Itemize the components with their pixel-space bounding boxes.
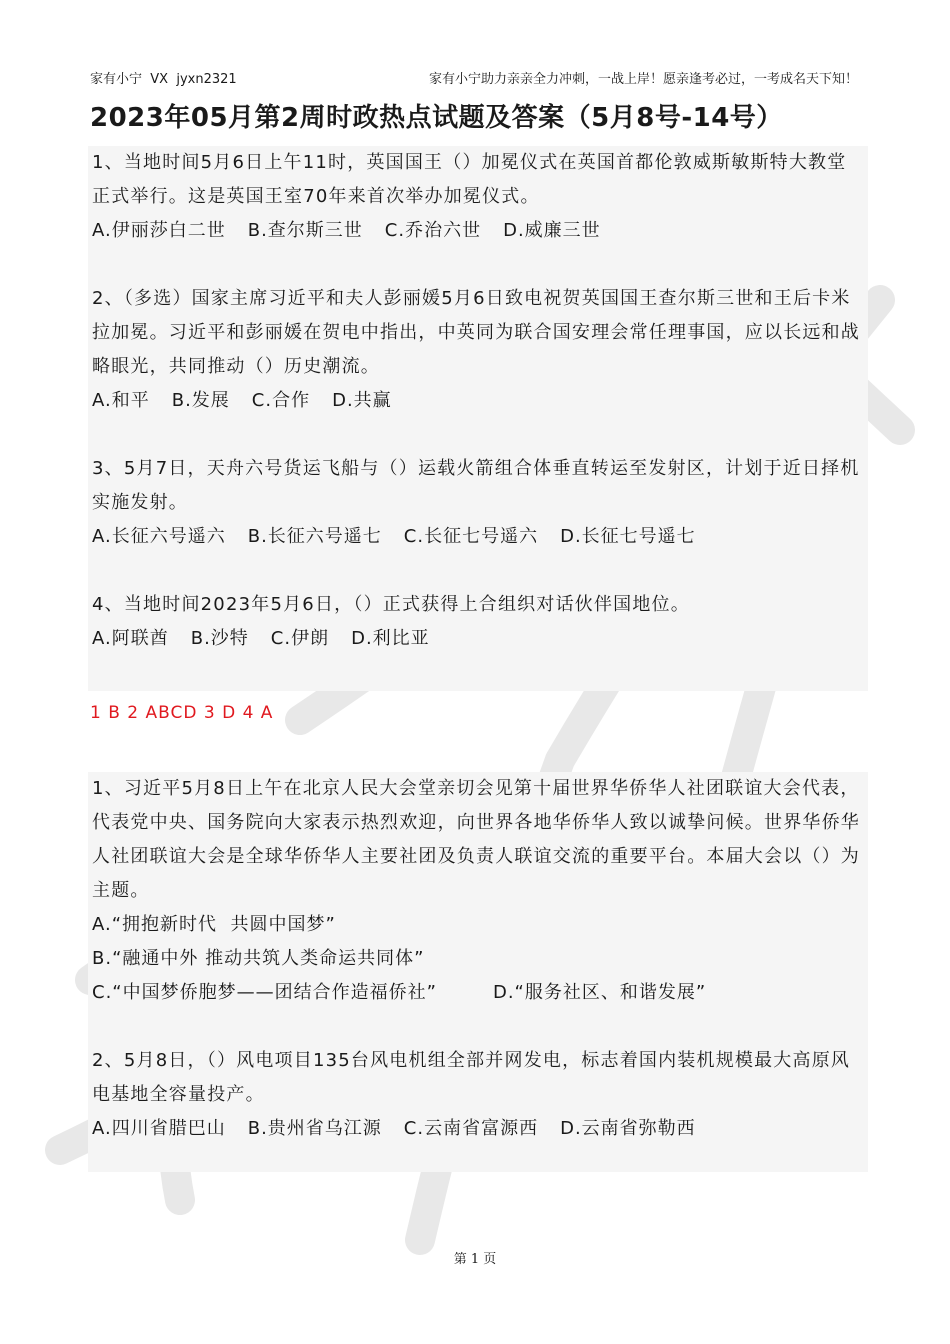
question-option-line (92, 908, 864, 942)
page-number: 第 1 页 (453, 1252, 497, 1267)
option-a: A.伊丽莎白二世 (92, 220, 226, 241)
option-a: A.四川省腊巴山 (92, 1118, 226, 1139)
option-c: C.云南省富源西 (403, 1118, 539, 1139)
option-c: C.乔治六世 (384, 220, 482, 241)
question-text: 2、5月8日，（）风电项目135台风电机组全部并网发电，标志着国内装机规模最大高原风电基地全容量投产。 (92, 1050, 851, 1105)
question-text: 4、当地时间2023年5月6日，（）正式获得上合组织对话伙伴国地位。 (92, 594, 690, 615)
question-text: 1、当地时间5月6日上午11时，英国国王（）加冕仪式在英国首都伦敦威斯敏斯特大教堂正式举行。这是英国王室70年来首次举办加冕仪式。 (92, 152, 847, 207)
page-title: 2023年05月第2周时政热点试题及答案（5月8号-14号） (90, 103, 783, 133)
option-a: A.“拥抱新时代 共圆中国梦” (92, 914, 336, 935)
question-options (92, 520, 864, 554)
question-options (92, 384, 864, 418)
option-d: D.长征七号遥七 (560, 526, 696, 547)
option-b: B.长征六号遥七 (247, 526, 382, 547)
question-text: 2、（多选）国家主席习近平和夫人彭丽媛5月6日致电祝贺英国国王查尔斯三世和王后卡米拉加冕。习近平和彭丽媛在贺电中指出，中英同为联合国安理会常任理事国，应以长远和战略眼光，共同推动（）历史潮流。 (92, 288, 860, 377)
question-section-2 (88, 772, 868, 1172)
option-c: C.合作 (251, 390, 311, 411)
question-section-1 (88, 146, 868, 691)
option-d: D.共赢 (332, 390, 392, 411)
option-d: D.利比亚 (351, 628, 430, 649)
option-a: A.阿联酋 (92, 628, 169, 649)
option-c: C.长征七号遥六 (403, 526, 539, 547)
question-options (92, 1112, 864, 1146)
option-b: B.沙特 (190, 628, 249, 649)
question-text: 3、5月7日，天舟六号货运飞船与（）运载火箭组合体垂直转运至发射区，计划于近日择机实施发射。 (92, 458, 860, 513)
question-text: 1、习近平5月8日上午在北京人民大会堂亲切会见第十届世界华侨华人社团联谊大会代表，代表党中央、国务院向大家表示热烈欢迎，向世界各地华侨华人致以诚挚问候。世界华侨华人社团联谊大会是全球华侨华人主要社团及负责人联谊交流的重要平台。本届大会以（）为主题。 (92, 778, 860, 901)
option-d: D.“服务社区、和谐发展” (492, 982, 707, 1003)
option-a: A.长征六号遥六 (92, 526, 226, 547)
option-b: B.“融通中外 推动共筑人类命运共同体” (92, 948, 425, 969)
question-options (92, 622, 864, 656)
question-option-line (92, 976, 864, 1010)
option-c: C.伊朗 (270, 628, 330, 649)
option-d: D.云南省弥勒西 (560, 1118, 696, 1139)
option-c: C.“中国梦侨胞梦——团结合作造福侨社” (92, 982, 437, 1003)
option-b: B.贵州省乌江源 (247, 1118, 382, 1139)
option-b: B.查尔斯三世 (247, 220, 363, 241)
question-option-line (92, 942, 864, 976)
header-contact: 家有小宁 VX jyxn2321 (90, 72, 237, 87)
header-slogan: 家有小宁助力亲亲全力冲刺，一战上岸！愿亲逢考必过，一考成名天下知！ (428, 72, 858, 87)
question-options (92, 214, 864, 248)
answer-key: 1 B 2 ABCD 3 D 4 A (90, 703, 274, 723)
page-header (90, 68, 858, 90)
option-b: B.发展 (171, 390, 230, 411)
option-d: D.威廉三世 (503, 220, 601, 241)
option-a: A.和平 (92, 390, 150, 411)
